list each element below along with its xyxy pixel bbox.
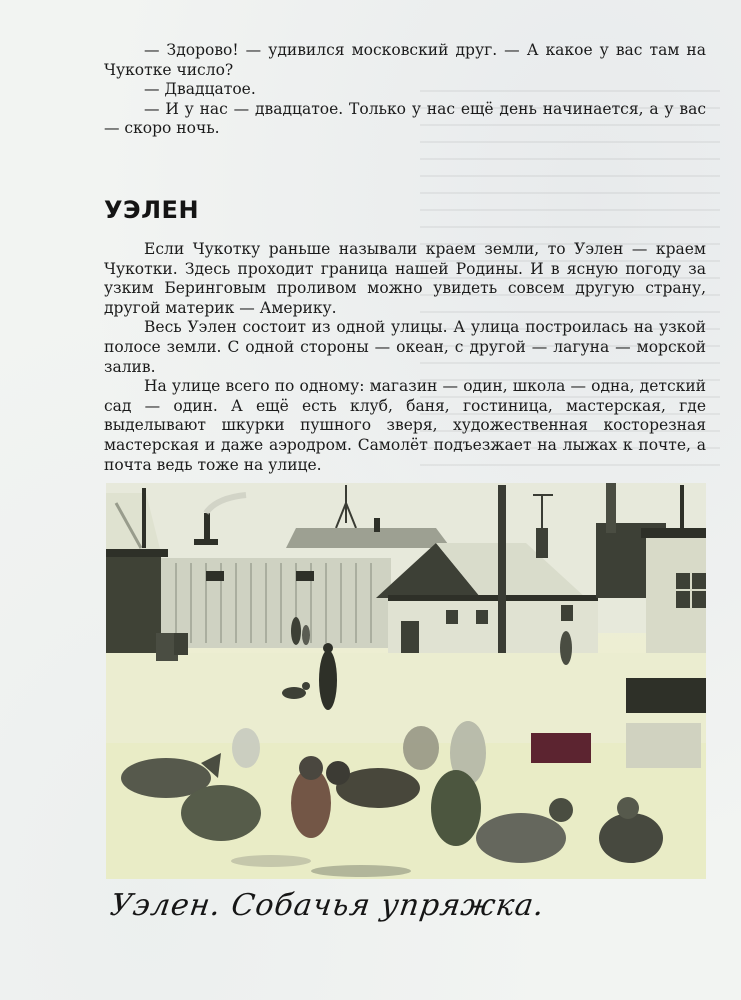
- watercolor-scene: [106, 483, 706, 879]
- handwritten-caption: Уэлен. Собачья упряжка.: [108, 888, 547, 923]
- dialogue-line: — Здорово! — удивился московский друг. — А какое у вас там на Чукотке число?: [104, 41, 706, 79]
- paragraph: Если Чукотку раньше называли краем земли, то Уэлен — краем Чукотки. Здесь проходит граница нашей Родины. И в ясную погоду за узким Беринговым проливом можно увидеть совсем другую страну, другой материк — Америку.: [104, 240, 706, 317]
- dialogue-line: — И у нас — двадцатое. Только у нас ещё день начинается, а у вас — скоро ночь.: [104, 99, 706, 138]
- paragraph: На улице всего по одному: магазин — один, школа — одна, детский сад — один. А ещё есть клуб, баня, гостиница, мастерская, где выделывают шкурки пушного зверя, художественная косторезная мастерская и даже аэродром. Самолёт подъезжает на лыжах к почте, а почта ведь тоже на улице.: [104, 377, 706, 474]
- article-body: [104, 240, 706, 475]
- dialogue-line: — Двадцатое.: [144, 80, 256, 99]
- dialogue-block: [104, 41, 706, 139]
- paragraph: Весь Уэлен состоит из одной улицы. А улица построилась на узкой полосе земли. С одной стороны — океан, с другой — лагуна — морской залив.: [104, 318, 706, 376]
- section-heading: УЭЛЕН: [104, 196, 200, 224]
- illustration-uelen-dog-team: [106, 483, 706, 879]
